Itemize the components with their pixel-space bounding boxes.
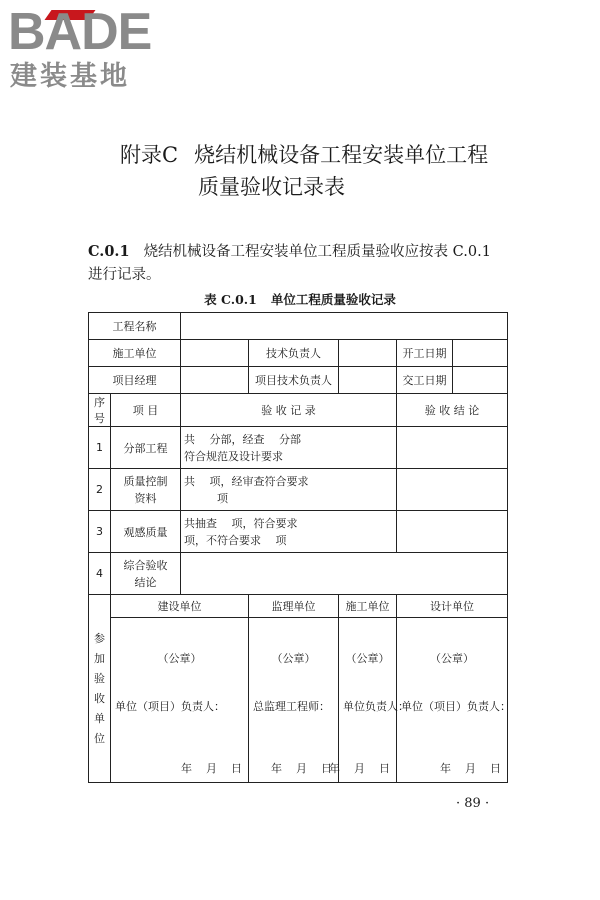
row-2-item-line2: 资料	[134, 491, 157, 505]
row-1-record	[181, 427, 397, 469]
participant-unit-2: 监理单位	[249, 595, 339, 618]
date-4	[426, 760, 501, 776]
date-1-day: 日	[231, 762, 242, 775]
appendix-title-line2: 质量验收记录表	[198, 175, 345, 199]
responsible-1: 单位（项目）负责人：	[115, 700, 225, 713]
date-3-month: 月	[354, 762, 365, 775]
responsible-3: 单位负责人：	[343, 700, 409, 713]
tech-lead-field[interactable]	[339, 340, 397, 367]
row-2-item	[111, 469, 181, 511]
row-1-record-line2: 符合规范及设计要求	[184, 449, 283, 463]
start-date-label: 开工日期	[397, 340, 453, 367]
page-number: · 89 ·	[456, 796, 490, 811]
responsible-4: 单位（项目）负责人：	[401, 700, 511, 713]
table-caption-label: 表 C.0.1	[204, 292, 257, 307]
participant-unit-4: 设计单位	[397, 595, 508, 618]
participant-unit-3: 施工单位	[339, 595, 397, 618]
project-manager-field[interactable]	[181, 367, 249, 394]
appendix-title-line1: 烧结机械设备工程安装单位工程	[194, 143, 489, 167]
logo-wordmark: BADE	[8, 3, 152, 61]
participant-sign-1[interactable]	[111, 618, 249, 783]
date-2-month: 月	[296, 762, 307, 775]
row-2-record	[181, 469, 397, 511]
date-3-day: 日	[379, 762, 390, 775]
row-2-item-line1: 质量控制	[123, 474, 168, 488]
start-date-field[interactable]	[453, 340, 508, 367]
project-name-field[interactable]	[181, 313, 508, 340]
construction-unit-field[interactable]	[181, 340, 249, 367]
row-4-no: 4	[89, 553, 111, 595]
participant-sign-4[interactable]	[397, 618, 511, 783]
row-3-record-line1: 共抽查 项，符合要求	[184, 516, 298, 530]
seal-2: （公章）	[271, 652, 316, 665]
acceptance-record-table	[88, 312, 511, 783]
date-3	[315, 760, 390, 776]
seal-3: （公章）	[345, 652, 390, 665]
participant-sign-2[interactable]	[249, 618, 339, 783]
project-tech-lead-label: 项目技术负责人	[249, 367, 339, 394]
row-3-item: 观感质量	[111, 511, 181, 553]
row-4-item-line2: 结论	[134, 575, 157, 589]
clause-text-line2: 进行记录。	[88, 267, 161, 283]
clause-text-line1: 烧结机械设备工程安装单位工程质量验收应按表 C.0.1	[143, 244, 491, 260]
participants-label: 参加验收单位	[94, 631, 105, 745]
appendix-label: 附录C	[120, 143, 179, 167]
date-1-month: 月	[206, 762, 217, 775]
brand-logo	[8, 4, 178, 96]
seal-4: （公章）	[430, 652, 474, 665]
row-3-no: 3	[89, 511, 111, 553]
seal-1: （公章）	[157, 652, 202, 665]
date-2-year: 年	[271, 762, 282, 775]
row-2-record-line1: 共 项，经审查符合要求	[184, 474, 309, 488]
date-4-day: 日	[490, 762, 501, 775]
project-tech-lead-field[interactable]	[339, 367, 397, 394]
handover-date-label: 交工日期	[397, 367, 453, 394]
clause-paragraph	[88, 240, 510, 287]
handover-date-field[interactable]	[453, 367, 508, 394]
row-1-record-line1: 共 分部，经查 分部	[184, 432, 301, 446]
tech-lead-label: 技术负责人	[249, 340, 339, 367]
responsible-2: 总监理工程师：	[253, 700, 330, 713]
table-caption	[0, 290, 600, 308]
date-4-month: 月	[465, 762, 476, 775]
row-3-conclusion-field[interactable]	[397, 511, 508, 553]
table-caption-title: 单位工程质量验收记录	[270, 292, 396, 307]
header-conclusion: 验 收 结 论	[397, 394, 508, 427]
row-2-conclusion-field[interactable]	[397, 469, 508, 511]
logo-subtitle: 建装基地	[10, 61, 130, 92]
row-1-conclusion-field[interactable]	[397, 427, 508, 469]
project-manager-label: 项目经理	[89, 367, 181, 394]
date-4-year: 年	[440, 762, 451, 775]
row-1-no: 1	[89, 427, 111, 469]
appendix-title	[120, 142, 488, 168]
construction-unit-label: 施工单位	[89, 340, 181, 367]
row-4-item-line1: 综合验收	[123, 558, 168, 572]
header-seq: 序号	[89, 394, 111, 427]
date-1	[167, 760, 242, 776]
header-item: 项 目	[111, 394, 181, 427]
row-3-record	[181, 511, 397, 553]
row-4-item	[111, 553, 181, 595]
date-1-year: 年	[181, 762, 192, 775]
header-record: 验 收 记 录	[181, 394, 397, 427]
project-name-label: 工程名称	[89, 313, 181, 340]
participant-unit-1: 建设单位	[111, 595, 249, 618]
row-1-item: 分部工程	[111, 427, 181, 469]
row-3-record-line2: 项，不符合要求 项	[184, 533, 287, 547]
row-4-conclusion-field[interactable]	[181, 553, 508, 595]
date-3-year: 年	[329, 762, 340, 775]
date-2-day: 日	[321, 762, 332, 775]
participants-label-cell	[89, 595, 111, 783]
participant-sign-3[interactable]	[329, 618, 409, 783]
row-2-record-line2: 项	[184, 491, 228, 505]
clause-number: C.0.1	[88, 243, 130, 260]
row-2-no: 2	[89, 469, 111, 511]
